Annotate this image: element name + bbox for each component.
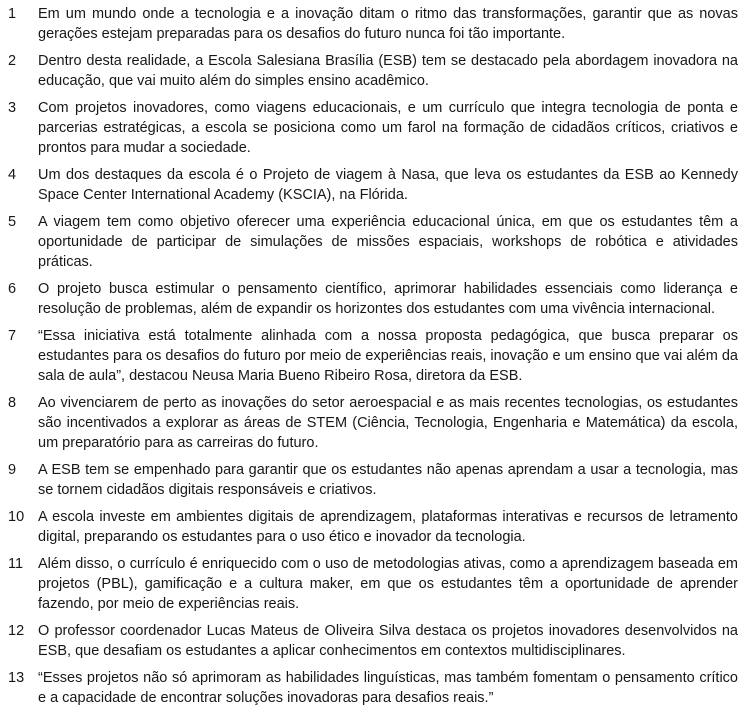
- paragraph-number: 5: [8, 214, 17, 230]
- paragraph: [8, 393, 738, 453]
- paragraph: [8, 165, 738, 205]
- paragraph-text: Dentro desta realidade, a Escola Salesiana Brasília (ESB) tem se destacado pela abordagem inovadora na educação, que vai muito além do simples ensino acadêmico.: [38, 53, 738, 89]
- paragraph-text: Além disso, o currículo é enriquecido com o uso de metodologias ativas, como a aprendizagem baseada em projetos (PBL), gamificação e a cultura maker, em que os estudantes têm a oportunidade de aprender fazendo, por meio de experiências reais.: [38, 556, 738, 612]
- paragraph-number: 11: [8, 556, 24, 572]
- paragraph-text: Em um mundo onde a tecnologia e a inovação ditam o ritmo das transformações, garantir que as novas gerações estejam preparadas para os desafios do futuro nunca foi tão importante.: [38, 6, 738, 42]
- paragraph: [8, 554, 738, 614]
- paragraph-number: 3: [8, 100, 17, 116]
- paragraph-text: “Essa iniciativa está totalmente alinhada com a nossa proposta pedagógica, que busca preparar os estudantes para os desafios do futuro por meio de experiências reais, inovação e um ensino que vai além da sala de aula”, destacou Neusa Maria Bueno Ribeiro Rosa, diretora da ESB.: [38, 328, 738, 384]
- paragraph-number: 8: [8, 395, 17, 411]
- paragraph: [8, 279, 738, 319]
- paragraph: [8, 51, 738, 91]
- paragraph-text: A escola investe em ambientes digitais de aprendizagem, plataformas interativas e recursos de letramento digital, preparando os estudantes para o uso ético e inovador da tecnologia.: [38, 509, 738, 545]
- paragraph-number: 2: [8, 53, 17, 69]
- paragraph-text: Com projetos inovadores, como viagens educacionais, e um currículo que integra tecnologia de ponta e parcerias estratégicas, a escola se posiciona como um farol na formação de cidadãos críticos, criativos e prontos para mudar a sociedade.: [38, 100, 738, 156]
- paragraph: [8, 460, 738, 500]
- paragraph: [8, 98, 738, 158]
- paragraph-number: 7: [8, 328, 17, 344]
- paragraph-text: Um dos destaques da escola é o Projeto de viagem à Nasa, que leva os estudantes da ESB ao Kennedy Space Center International Academy (KSCIA), na Flórida.: [38, 167, 738, 203]
- paragraph-number: 13: [8, 670, 25, 686]
- paragraph-number: 12: [8, 623, 25, 639]
- paragraph: [8, 507, 738, 547]
- paragraph-text: “Esses projetos não só aprimoram as habilidades linguísticas, mas também fomentam o pensamento crítico e a capacidade de encontrar soluções inovadoras para desafios reais.”: [38, 670, 738, 706]
- paragraph-text: O professor coordenador Lucas Mateus de Oliveira Silva destaca os projetos inovadores desenvolvidos na ESB, que desafiam os estudantes a aplicar conhecimentos em contextos multidisciplinares.: [38, 623, 738, 659]
- paragraph-text: A viagem tem como objetivo oferecer uma experiência educacional única, em que os estudantes têm a oportunidade de participar de simulações de missões espaciais, workshops de robótica e atividades práticas.: [38, 214, 738, 270]
- paragraph-text: Ao vivenciarem de perto as inovações do setor aeroespacial e as mais recentes tecnologias, os estudantes são incentivados a explorar as áreas de STEM (Ciência, Tecnologia, Engenharia e Matemática) da escola, um preparatório para as carreiras do futuro.: [38, 395, 738, 451]
- paragraph: [8, 621, 738, 661]
- paragraph-number: 10: [8, 509, 25, 525]
- paragraph-number: 9: [8, 462, 17, 478]
- paragraph-text: O projeto busca estimular o pensamento científico, aprimorar habilidades essenciais como liderança e resolução de problemas, além de expandir os horizontes dos estudantes com uma vivência internacional.: [38, 281, 738, 317]
- paragraph: [8, 212, 738, 272]
- paragraph-number: 4: [8, 167, 17, 183]
- paragraph: [8, 4, 738, 44]
- paragraph: [8, 668, 738, 708]
- paragraph-number: 6: [8, 281, 17, 297]
- paragraph: [8, 326, 738, 386]
- paragraph-text: A ESB tem se empenhado para garantir que os estudantes não apenas aprendam a usar a tecnologia, mas se tornem cidadãos digitais responsáveis e criativos.: [38, 462, 738, 498]
- paragraph-number: 1: [8, 6, 17, 22]
